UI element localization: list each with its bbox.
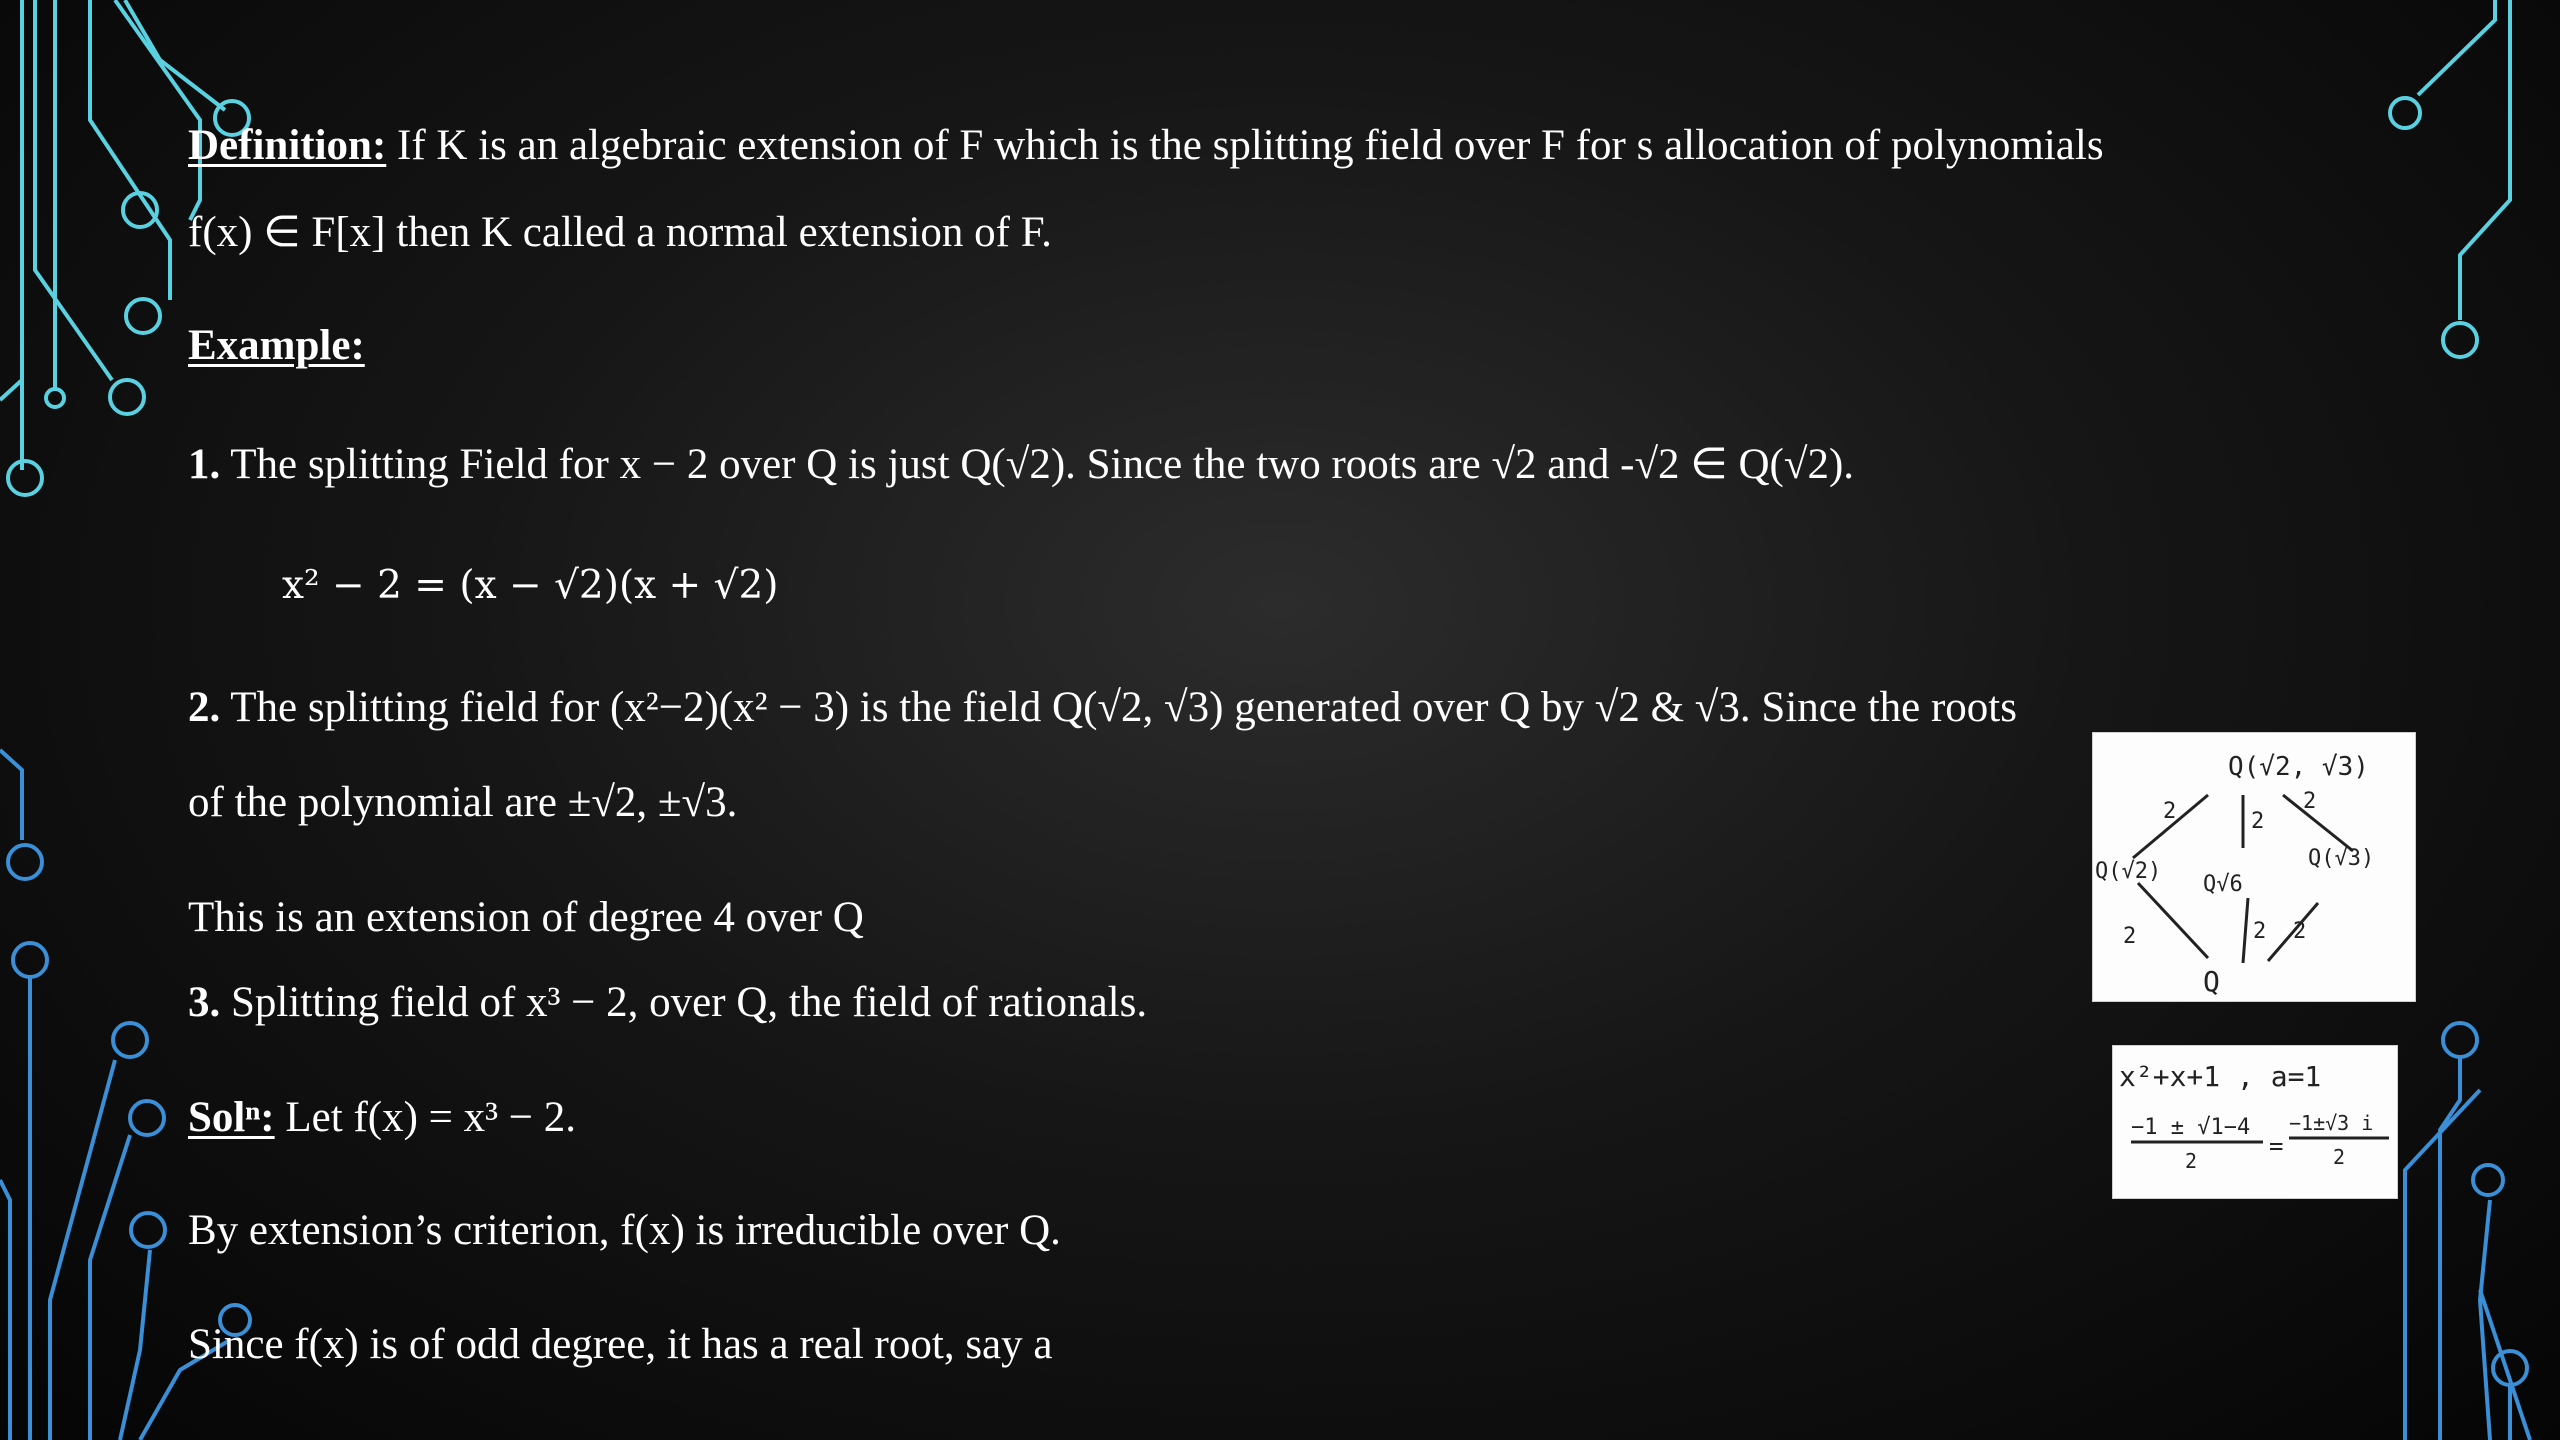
- definition-line-2: f(x) ∈ F[x] then K called a normal extension of F.: [188, 209, 1052, 256]
- quadratic-result-numerator: −1±√3 i: [2289, 1111, 2374, 1135]
- lattice-edge-label: 2: [2123, 924, 2137, 949]
- example-item-2-line-2: of the polynomial are ±√2, ±√3.: [188, 779, 738, 826]
- item-1-text: The splitting Field for x − 2 over Q is just Q(√2). Since the two roots are √2 and -√2 ∈ Q(√2).: [220, 441, 1855, 488]
- solution-line: [188, 1090, 576, 1146]
- quadratic-result-denominator: 2: [2333, 1145, 2346, 1169]
- item-2-text: The splitting field for (x²−2)(x² − 3) is the field Q(√2, √3) generated over Q by √2 & √3. Since the roots: [220, 684, 2017, 731]
- criterion-line: By extension’s criterion, f(x) is irreducible over Q.: [188, 1207, 1061, 1254]
- solution-text: Let f(x) = x³ − 2.: [274, 1094, 577, 1141]
- lattice-edge-label: 2: [2293, 919, 2307, 944]
- item-3-text: Splitting field of x³ − 2, over Q, the field of rationals.: [220, 979, 1148, 1026]
- lattice-note-image: [2092, 732, 2416, 1002]
- example-item-1: [188, 437, 1854, 493]
- lattice-edge-label: 2: [2303, 789, 2317, 814]
- quadratic-numerator: −1 ± √1−4: [2131, 1115, 2251, 1140]
- quadratic-note-image: [2112, 1045, 2398, 1199]
- lattice-left: Q(√2): [2095, 859, 2162, 884]
- lattice-edge-label: 2: [2251, 809, 2265, 834]
- equation-1: x² − 2 = (x − √2)(x + √2): [282, 563, 779, 608]
- lattice-bottom: Q: [2203, 965, 2220, 998]
- item-2-number: 2.: [188, 684, 221, 731]
- equals-sign: =: [2269, 1132, 2284, 1160]
- item-3-number: 3.: [188, 979, 221, 1026]
- lattice-edge-label: 2: [2163, 799, 2177, 824]
- lattice-edge-label: 2: [2253, 919, 2267, 944]
- solution-label: Solⁿ:: [188, 1094, 275, 1141]
- example-heading-text: Example:: [188, 322, 365, 369]
- example-heading: [188, 318, 365, 374]
- lattice-top: Q(√2, √3): [2228, 752, 2369, 782]
- example-item-2: [188, 680, 2017, 736]
- definition-label: Definition:: [188, 122, 387, 169]
- lattice-middle: Q√6: [2203, 872, 2243, 897]
- odd-degree-line: Since f(x) is of odd degree, it has a real root, say a: [188, 1321, 1053, 1368]
- lattice-right: Q(√3): [2308, 846, 2375, 871]
- field-lattice-diagram: [2093, 733, 2415, 1001]
- degree-line: This is an extension of degree 4 over Q: [188, 894, 864, 941]
- item-1-number: 1.: [188, 441, 221, 488]
- example-item-3: [188, 975, 1147, 1031]
- quadratic-denominator: 2: [2185, 1149, 2198, 1173]
- definition-line-1: [188, 118, 2104, 174]
- quadratic-line-1: x²+x+1 , a=1: [2119, 1060, 2322, 1093]
- quadratic-formula-sketch: [2113, 1046, 2397, 1198]
- definition-text: If K is an algebraic extension of F which is the splitting field over F for s allocation of polynomials: [386, 122, 2104, 169]
